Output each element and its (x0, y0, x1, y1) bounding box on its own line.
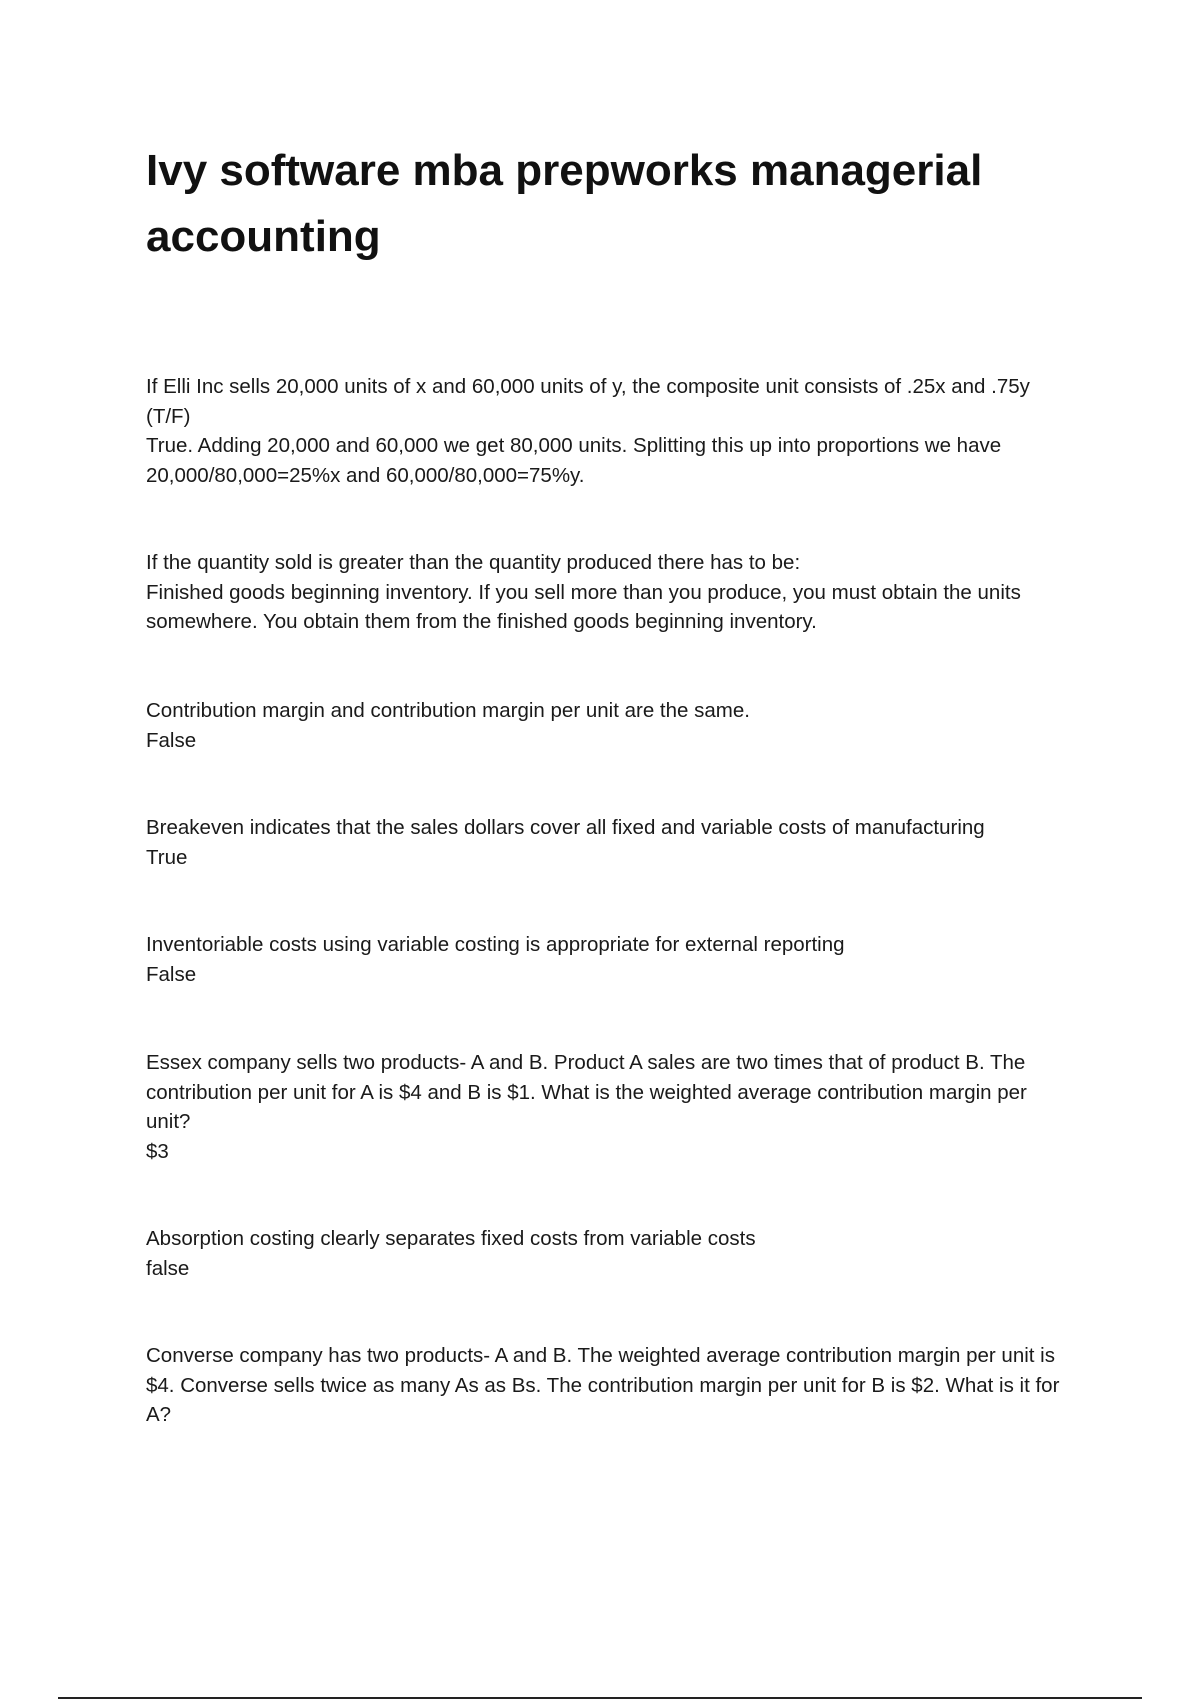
question-text: Absorption costing clearly separates fixed costs from variable costs (146, 1227, 756, 1250)
answer-text: True. Adding 20,000 and 60,000 we get 80,000 units. Splitting this up into proportions we have 20,000/80,000=25%x and 60,000/80,000=75%y. (146, 434, 1002, 487)
page-title: Ivy software mba prepworks managerial accounting (146, 146, 983, 261)
question-text: If the quantity sold is greater than the quantity produced there has to be: (146, 551, 801, 574)
question-text: Converse company has two products- A and B. The weighted average contribution margin per unit is $4. Converse sells twice as many As as Bs. The contribution margin per unit for B is $2. What is it for A? (146, 1344, 1060, 1426)
qa-item (146, 1341, 1076, 1430)
qa-item (146, 548, 1076, 637)
answer-text: $3 (146, 1139, 169, 1163)
answer-text: False (146, 728, 197, 752)
question-text: Inventoriable costs using variable costing is appropriate for external reporting (146, 933, 845, 956)
question-text: If Elli Inc sells 20,000 units of x and 60,000 units of y, the composite unit consists of .25x and .75y (T/F) (146, 375, 1030, 428)
question-text: Essex company sells two products- A and B. Product A sales are two times that of product B. The contribution per unit for A is $4 and B is $1. What is the weighted average contribution margin per unit? (146, 1051, 1027, 1133)
question-text: Contribution margin and contribution margin per unit are the same. (146, 699, 750, 722)
qa-item (146, 372, 1076, 490)
answer-text: True (146, 845, 188, 869)
qa-item (146, 1048, 1076, 1166)
qa-item (146, 696, 1076, 755)
footer-divider (58, 1697, 1142, 1699)
question-text: Breakeven indicates that the sales dollars cover all fixed and variable costs of manufacturing (146, 816, 985, 839)
qa-item (146, 930, 1076, 989)
qa-item (146, 1224, 1076, 1283)
answer-text: Finished goods beginning inventory. If you sell more than you produce, you must obtain the units somewhere. You obtain them from the finished goods beginning inventory. (146, 580, 1021, 633)
answer-text: false (146, 1256, 190, 1280)
qa-item (146, 813, 1076, 872)
answer-text: False (146, 962, 197, 986)
